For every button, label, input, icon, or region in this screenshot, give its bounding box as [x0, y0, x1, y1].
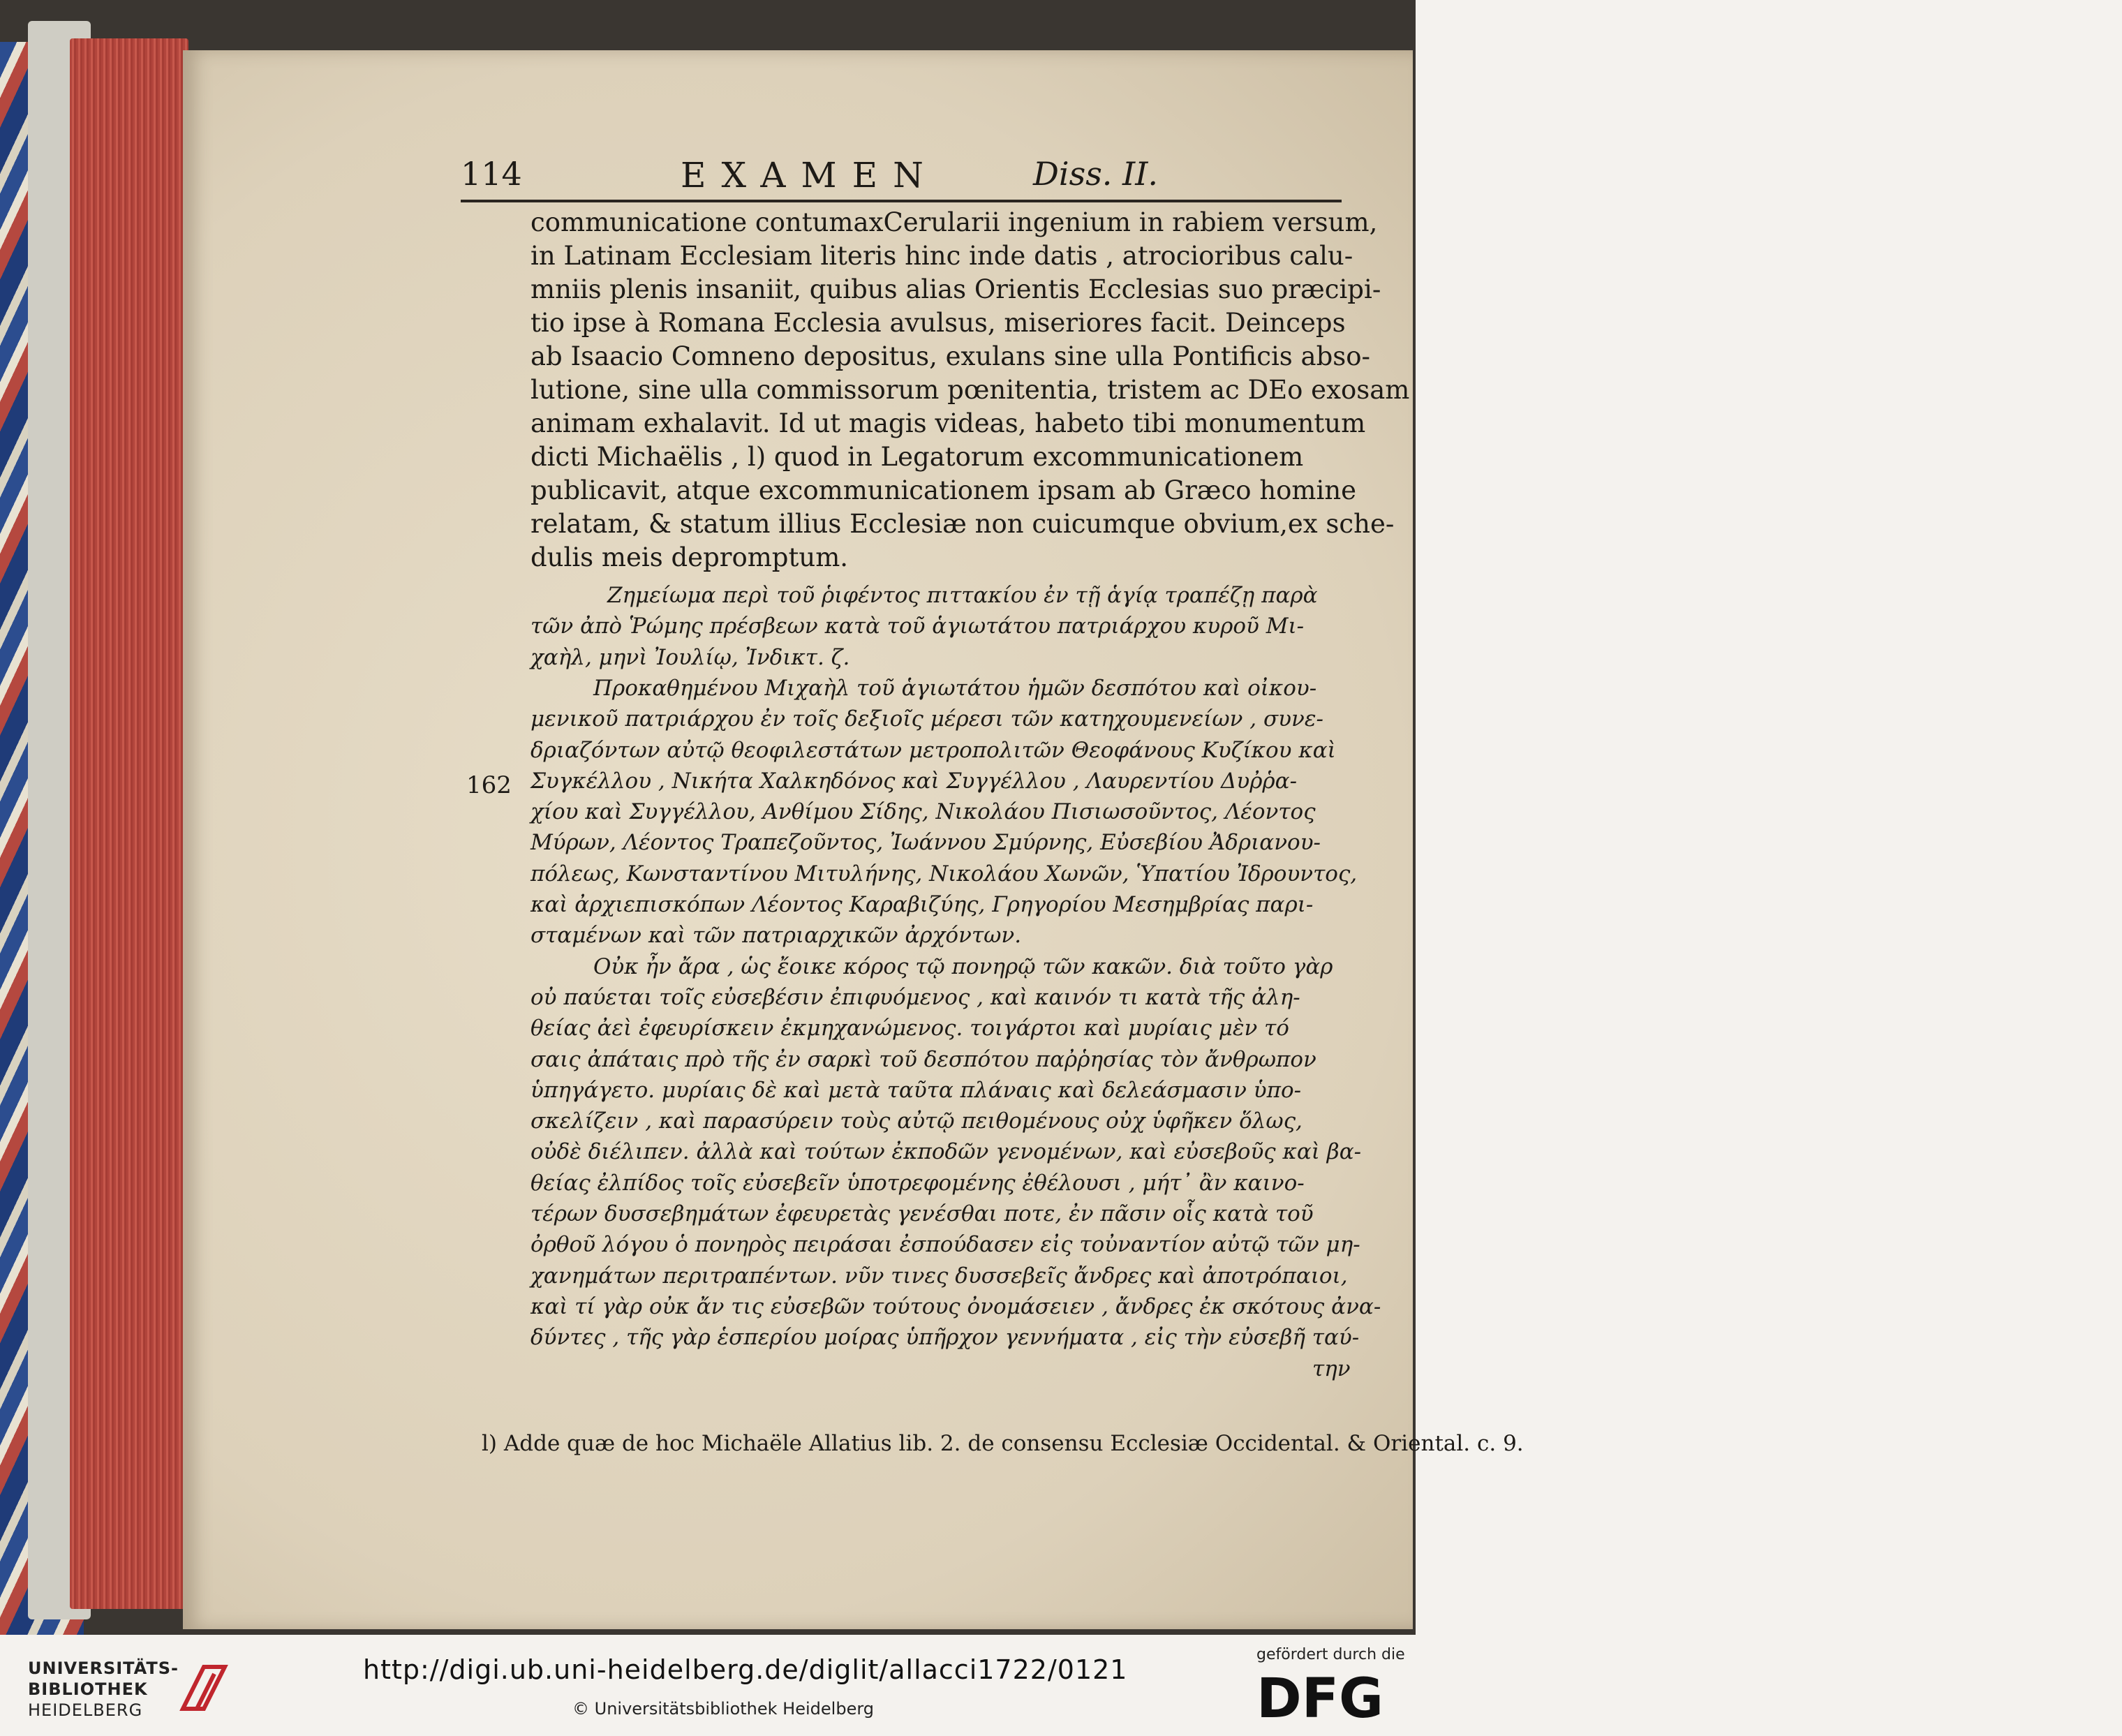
footnote: l) Adde quæ de hoc Michaële Allatius lib. 2. de consensu Ecclesiæ Occidental. & Oriental. c. 9. — [482, 1431, 1524, 1456]
greek-line: σταμένων καὶ τῶν πατριαρχικῶν ἀρχόντων. — [530, 923, 1022, 948]
latin-line: relatam, & statum illius Ecclesiæ non cuicumque obvium,ex sche- — [530, 509, 1395, 539]
latin-line: lutione, sine ulla commissorum pœnitentia, tristem ac DEo exosam — [530, 375, 1410, 405]
library-mark-icon — [176, 1660, 232, 1716]
greek-line: τέρων δυσσεβημάτων ἐφευρετὰς γενέσθαι ποτε, ἐν πᾶσιν οἷς κατὰ τοῦ — [530, 1201, 1314, 1226]
logo-line-3: HEIDELBERG — [28, 1700, 143, 1720]
greek-line: την — [1312, 1356, 1351, 1381]
greek-line: δριαζόντων αὐτῷ θεοφιλεστάτων μετροπολιτῶν Θεοφάνους Κυζίκου καὶ — [530, 738, 1336, 763]
copyright-notice: © Universitätsbibliothek Heidelberg — [572, 1699, 875, 1719]
greek-line: τῶν ἀπὸ Ῥώμης πρέσβεων κατὰ τοῦ ἁγιωτάτου πατριάρχου κυροῦ Μι- — [530, 614, 1305, 639]
latin-line: dulis meis depromptum. — [530, 542, 849, 572]
latin-line: ab Isaacio Comneno depositus, exulans sine ulla Pontificis abso- — [530, 341, 1371, 371]
greek-line: σκελίζειν , καὶ παρασύρειν τοὺς αὐτῷ πειθομένους οὐχ ὑφῆκεν ὅλως, — [530, 1108, 1303, 1134]
margin-number: 162 — [466, 771, 512, 799]
greek-line: καὶ ἀρχιεπισκόπων Λέοντος Καραβιζύης, Γρηγορίου Μεσημβρίας παρι- — [530, 892, 1314, 917]
greek-line: Ζημείωμα περὶ τοῦ ῥιφέντος πιττακίου ἐν τῇ ἁγίᾳ τραπέζῃ παρὰ — [607, 583, 1318, 608]
latin-line: animam exhalavit. Id ut magis videas, habeto tibi monumentum — [530, 408, 1366, 438]
greek-line: θείας ἀεὶ ἐφευρίσκειν ἐκμηχανώμενος. τοιγάρτοι καὶ μυρίαις μὲν τό — [530, 1016, 1289, 1041]
page-number: 114 — [461, 155, 522, 193]
header-rule — [461, 200, 1342, 202]
greek-line: μενικοῦ πατριάρχου ἐν τοῖς δεξιοῖς μέρεσι τῶν κατηχουμενείων , συνε- — [530, 706, 1323, 732]
logo-line-1: UNIVERSITÄTS- — [28, 1659, 179, 1678]
greek-line: Συγκέλλου , Νικήτα Χαλκηδόνος καὶ Συγγέλλου , Λαυρεντίου Δυῤῥα- — [530, 769, 1298, 794]
permalink-url[interactable]: http://digi.ub.uni-heidelberg.de/diglit/allacci1722/0121 — [363, 1654, 1128, 1685]
latin-line: mniis plenis insaniit, quibus alias Orientis Ecclesias suo præcipi- — [530, 274, 1381, 304]
latin-line: in Latinam Ecclesiam literis hinc inde datis , atrocioribus calu- — [530, 241, 1353, 271]
latin-line: dicti Michaëlis , l) quod in Legatorum excommunicationem — [530, 442, 1304, 472]
greek-line: οὐδὲ διέλιπεν. ἀλλὰ καὶ τούτων ἐκποδῶν γενομένων, καὶ εὐσεβοῦς καὶ βα- — [530, 1139, 1362, 1164]
running-title: EXAMEN — [681, 155, 939, 195]
dfg-logo[interactable] — [1256, 1668, 1396, 1730]
latin-line: tio ipse à Romana Ecclesia avulsus, miseriores facit. Deinceps — [530, 308, 1346, 338]
latin-line: publicavit, atque excommunicationem ipsam ab Græco homine — [530, 475, 1357, 505]
greek-line: οὐ παύεται τοῖς εὐσεβέσιν ἐπιφυόμενος , καὶ καινόν τι κατὰ τῆς ἀλη- — [530, 985, 1300, 1010]
greek-line: πόλεως, Κωνσταντίνου Μιτυλήνης, Νικολάου Χωνῶν, Ὑπατίου Ἰδρουντος, — [530, 861, 1358, 886]
red-page-edges — [70, 38, 188, 1609]
university-library-logo[interactable] — [28, 1656, 237, 1719]
dissertation-label: Diss. II. — [1033, 155, 1159, 193]
latin-line: communicatione contumaxCerularii ingenium in rabiem versum, — [530, 207, 1378, 237]
greek-line: σαις ἀπάταις πρὸ τῆς ἐν σαρκὶ τοῦ δεσπότου παῤῥησίας τὸν ἄνθρωπον — [530, 1047, 1316, 1072]
greek-line: ὀρθοῦ λόγου ὁ πονηρὸς πειράσαι ἐσπούδασεν εἰς τοὐναντίον αὐτῷ τῶν μη- — [530, 1232, 1360, 1257]
viewer-footer — [0, 1635, 1416, 1736]
logo-line-2: BIBLIOTHEK — [28, 1679, 148, 1699]
greek-line: δύντες , τῆς γὰρ ἑσπερίου μοίρας ὑπῆρχον γεννήματα , εἰς τὴν εὐσεβῆ ταύ- — [530, 1325, 1360, 1350]
greek-line: χανημάτων περιτραπέντων. νῦν τινες δυσσεβεῖς ἄνδρες καὶ ἀποτρόπαιοι, — [530, 1263, 1348, 1289]
funding-text: gefördert durch die — [1256, 1646, 1405, 1663]
greek-line: χαὴλ, μηνὶ Ἰουλίῳ, Ἰνδικτ. ζ. — [530, 645, 850, 670]
greek-line: Μύρων, Λέοντος Τραπεζοῦντος, Ἰωάννου Σμύρνης, Εὐσεβίου Ἀδριανου- — [530, 830, 1321, 855]
greek-line: Προκαθημένου Μιχαὴλ τοῦ ἁγιωτάτου ἡμῶν δεσπότου καὶ οἰκου- — [593, 676, 1317, 701]
greek-line: χίου καὶ Συγγέλλου, Ανθίμου Σίδης, Νικολάου Πισιωσοῦντος, Λέοντος — [530, 799, 1316, 824]
greek-line: θείας ἐλπίδος τοῖς εὐσεβεῖν ὑποτρεφομένης ἐθέλουσι , μήτ᾽ ἂν καινο- — [530, 1171, 1305, 1196]
greek-line: ὑπηγάγετο. μυρίαις δὲ καὶ μετὰ ταῦτα πλάναις καὶ δελεάσμασιν ὑπο- — [530, 1078, 1302, 1103]
greek-line: Οὐκ ἦν ἄρα , ὡς ἔοικε κόρος τῷ πονηρῷ τῶν κακῶν. διὰ τοῦτο γὰρ — [593, 954, 1333, 979]
dfg-logo-text: DFG — [1256, 1668, 1384, 1730]
greek-line: καὶ τί γὰρ οὐκ ἄν τις εὐσεβῶν τούτους ὀνομάσειεν , ἄνδρες ἐκ σκότους ἀνα- — [530, 1294, 1381, 1319]
